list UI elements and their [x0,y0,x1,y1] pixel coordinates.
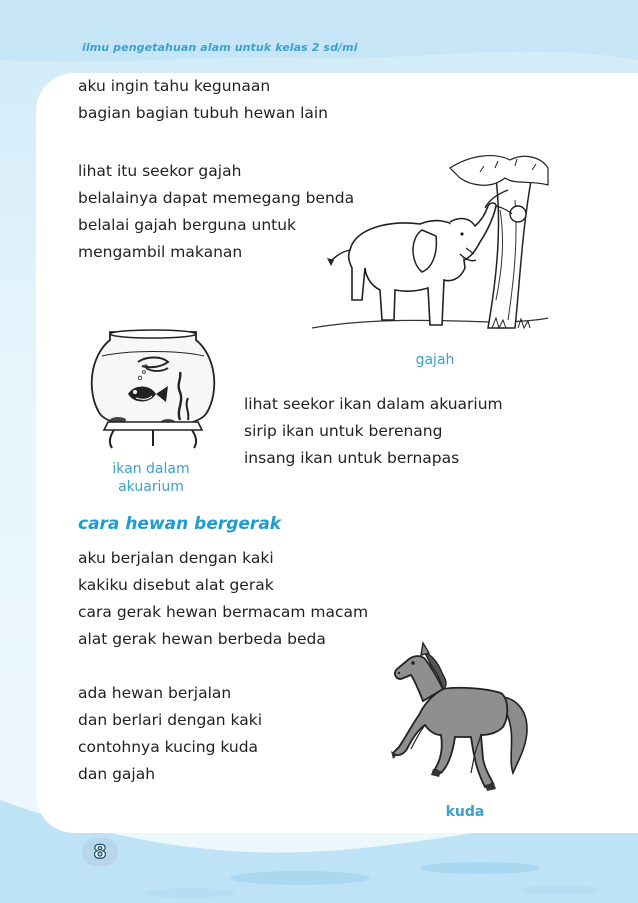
text-line: bagian bagian tubuh hewan lain [78,104,328,122]
fishbowl-illustration [88,322,218,452]
text-line: sirip ikan untuk berenang [244,422,443,440]
intro-text [78,73,328,127]
text-line: belalainya dapat memegang benda [78,189,355,207]
text-line: ada hewan berjalan [78,684,232,702]
text-line: lihat seekor ikan dalam akuarium [244,395,503,413]
text-line: kakiku disebut alat gerak [78,576,274,594]
elephant-illustration [310,150,550,350]
text-line: dan berlari dengan kaki [78,711,263,729]
page-number-badge [82,838,118,866]
text-line: aku berjalan dengan kaki [78,549,274,567]
fish-text [244,391,503,472]
section-heading: cara hewan bergerak [78,514,282,534]
text-line: mengambil makanan [78,243,243,261]
text-line: belalai gajah berguna untuk [78,216,297,234]
horse-illustration [385,625,555,805]
caption-line: ikan dalam [112,461,190,477]
text-line: alat gerak hewan berbeda beda [78,630,326,648]
caption-line: akuarium [118,479,184,495]
text-line: contohnya kucing kuda [78,738,259,756]
movement-text-2 [78,680,262,788]
text-line: aku ingin tahu kegunaan [78,77,271,95]
elephant-caption: gajah [415,352,455,368]
text-line: lihat itu seekor gajah [78,162,242,180]
text-line: cara gerak hewan bermacam macam [78,603,369,621]
running-header: ilmu pengetahuan alam untuk kelas 2 sd/mi [82,41,358,54]
horse-caption: kuda [445,804,485,820]
page-number: 8 [93,841,107,863]
movement-text-1 [78,545,368,653]
fishbowl-caption [96,460,206,496]
text-line: insang ikan untuk bernapas [244,449,460,467]
text-line: dan gajah [78,765,156,783]
